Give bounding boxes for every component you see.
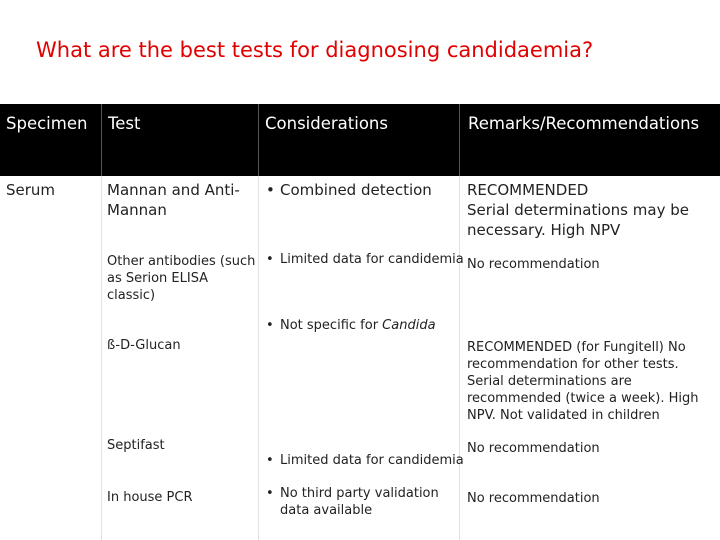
remark-cell: No recommendation [467,491,600,506]
consideration-text: Combined detection [280,181,432,199]
remark-cell: No recommendation [467,257,600,272]
bullet-icon: • [266,318,274,333]
consideration-item [266,251,464,268]
header-remarks: Remarks/Recommendations [468,114,700,133]
specimen-cell: Serum [6,181,56,199]
remark-cell: No recommendation [467,441,600,456]
header-considerations: Considerations [265,114,388,133]
consideration-text: Limited data for candidemia [280,252,464,267]
remark-cell [467,180,712,240]
consideration-item [266,180,456,200]
page-title: What are the best tests for diagnosing candidaemia? [36,38,594,62]
consideration-italic: Candida [382,318,436,333]
remark-status: RECOMMENDED [467,181,589,199]
remark-cell: RECOMMENDED (for Fungitell) No recommendation for other tests. Serial determinations are recommended (twice a week). High NPV. Not validated in children [467,340,699,423]
table-header [0,104,720,176]
bullet-icon: • [266,252,274,267]
header-divider [101,104,102,176]
bullet-icon: • [266,453,274,468]
column-divider [459,176,460,540]
column-divider [258,176,259,540]
consideration-text: No third party validation data available [280,486,439,518]
consideration-text: Not specific for [280,318,383,333]
consideration-item [266,452,464,469]
header-divider [258,104,259,176]
header-test: Test [108,114,141,133]
test-cell: ß-D-Glucan [107,338,181,353]
consideration-item [266,317,456,334]
consideration-item [266,485,446,519]
consideration-text: Limited data for candidemia [280,453,464,468]
bullet-icon: • [266,181,275,199]
bullet-icon: • [266,486,274,501]
test-cell: Other antibodies (such as Serion ELISA classic) [107,254,256,303]
test-cell: Septifast [107,438,165,453]
column-divider [101,176,102,540]
remark-detail: Serial determinations may be necessary. High NPV [467,201,689,239]
header-specimen: Specimen [6,114,88,133]
test-cell: In house PCR [107,490,193,505]
header-divider [459,104,460,176]
test-cell: Mannan and Anti-Mannan [107,181,240,219]
